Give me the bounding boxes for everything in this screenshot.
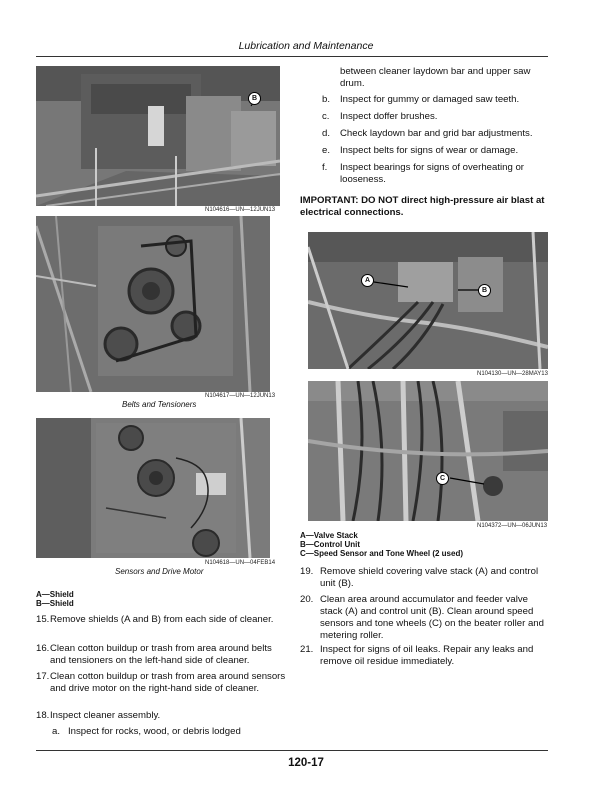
step-number: 19.: [300, 566, 314, 577]
legend-item: A—Valve Stack: [300, 531, 358, 540]
legend-item: B—Shield: [36, 599, 74, 608]
step-text: Inspect for rocks, wood, or debris lodged: [68, 726, 241, 737]
step-number: 21.: [300, 644, 314, 655]
step-text: Clean area around accumulator and feeder valve stack (A) and control unit (B). Clean around speed sensors and tone wheels (C) on the beater roller and metering roller.: [320, 594, 544, 641]
step-16: [36, 643, 286, 667]
step-18d: [322, 128, 548, 140]
cleaner-shield-photo: [36, 66, 280, 206]
step-19: [300, 566, 550, 590]
step-text: Inspect for signs of oil leaks. Repair any leaks and remove oil residue immediately.: [320, 644, 534, 667]
step-text: Remove shield covering valve stack (A) and control unit (B).: [320, 566, 539, 589]
step-number: a.: [52, 726, 61, 737]
step-text: Remove shields (A and B) from each side of cleaner.: [50, 614, 274, 625]
step-number: 15.: [36, 614, 50, 625]
figure-code: N104616—UN—12JUN13: [205, 207, 276, 213]
callout-c: C: [436, 472, 449, 485]
running-header: Lubrication and Maintenance: [238, 40, 374, 52]
speed-sensor-illustration: [308, 381, 548, 521]
step-number: 17.: [36, 671, 50, 682]
sensors-drive-motor-illustration: [36, 418, 270, 558]
step-number: 16.: [36, 643, 50, 654]
step-text: Inspect belts for signs of wear or damage.: [340, 145, 519, 156]
step-text: Inspect cleaner assembly.: [50, 710, 161, 721]
step-18f: [322, 162, 548, 186]
legend-item: B—Control Unit: [300, 540, 360, 549]
callout-a: A: [361, 274, 374, 287]
callout-b: B: [478, 284, 491, 297]
figure-code: N104617—UN—12JUN13: [205, 393, 276, 399]
step-text: Inspect doffer brushes.: [340, 111, 438, 122]
step-number: e.: [322, 145, 331, 156]
step-number: f.: [322, 162, 328, 173]
step-text: Check laydown bar and grid bar adjustments.: [340, 128, 533, 139]
figure-legend-right: [300, 531, 463, 558]
step-number: 18.: [36, 710, 50, 721]
header-rule: [36, 56, 548, 57]
step-20: [300, 594, 550, 642]
figure-legend-left: [36, 590, 74, 608]
important-note: IMPORTANT: DO NOT direct high-pressure air blast at electrical connections.: [300, 195, 545, 218]
valve-stack-photo: [308, 232, 548, 369]
step-text: Inspect bearings for signs of overheating or looseness.: [340, 162, 524, 185]
step-18a-continued: [316, 66, 548, 90]
figure-caption: Belts and Tensioners: [122, 400, 197, 409]
step-17: [36, 671, 286, 695]
step-number: 20.: [300, 594, 314, 605]
step-18e: [322, 145, 548, 157]
belts-tensioners-illustration: [36, 216, 270, 392]
step-text: between cleaner laydown bar and upper saw drum.: [340, 66, 531, 89]
step-number: d.: [322, 128, 331, 139]
callout-b: B: [248, 92, 261, 105]
step-18b: [322, 94, 548, 106]
figure-code: N104130—UN—28MAY13: [477, 371, 548, 377]
step-18c: [322, 111, 548, 123]
valve-stack-illustration: [308, 232, 548, 369]
legend-item: C—Speed Sensor and Tone Wheel (2 used): [300, 549, 463, 558]
step-15: [36, 614, 286, 626]
figure-code: N104618—UN—04FEB14: [205, 560, 276, 566]
cleaner-shield-illustration: [36, 66, 280, 206]
step-18a: [52, 726, 286, 738]
step-21: [300, 644, 550, 668]
step-text: Clean cotton buildup or trash from area around sensors and drive motor on the right-hand side of cleaner.: [50, 671, 286, 694]
step-text: Inspect for gummy or damaged saw teeth.: [340, 94, 520, 105]
figure-caption: Sensors and Drive Motor: [115, 567, 204, 576]
step-18: [36, 710, 286, 722]
belts-tensioners-photo: [36, 216, 270, 392]
speed-sensor-photo: [308, 381, 548, 521]
sensors-drive-motor-photo: [36, 418, 270, 558]
step-text: Clean cotton buildup or trash from area around belts and tensioners on the left-hand side of cleaner.: [50, 643, 272, 666]
step-number: c.: [322, 111, 330, 122]
figure-code: N104372—UN—06JUN13: [477, 523, 548, 529]
step-number: b.: [322, 94, 331, 105]
page-number: 120-17: [288, 757, 324, 769]
footer-rule: [36, 750, 548, 751]
legend-item: A—Shield: [36, 590, 74, 599]
